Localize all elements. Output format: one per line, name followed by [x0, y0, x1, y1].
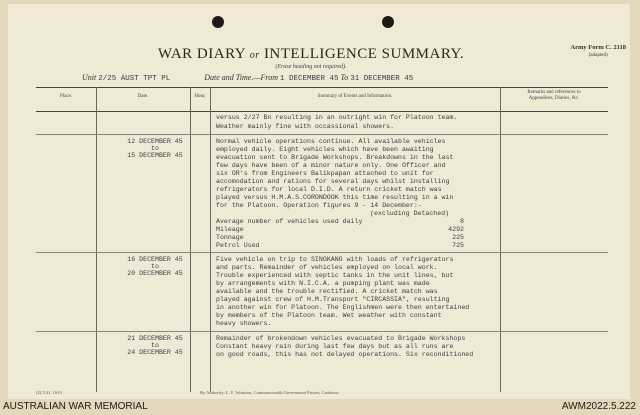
- entry-line: accomodation and rations for several days whilst installing: [216, 178, 450, 185]
- stat-label: Petrol Used: [216, 242, 260, 249]
- stat-label: Average number of vehicles used daily: [216, 218, 363, 225]
- punch-hole: [212, 16, 224, 28]
- from-date: 1 DECEMBER 45: [279, 75, 339, 83]
- unit-value: 2/25 AUST TPT PL: [98, 75, 171, 83]
- stat-label: Tonnage: [216, 234, 244, 241]
- stat-value: 4292: [448, 226, 464, 233]
- watermark-right: AWM2022.5.222: [561, 401, 636, 412]
- entry-line: on good roads, this has not delayed operations. Six reconditioned: [216, 351, 474, 358]
- entry-line: six OR's from Engineers Balikpapan attached to unit for: [216, 170, 434, 177]
- entry-line: and parts. Remainder of vehicles employed on local work.: [216, 264, 438, 271]
- entry-line: versus 2/27 Bn resulting in an outright win for Platoon team.: [216, 114, 458, 121]
- army-form-number: Army Form C. 2118 (adapted): [570, 44, 626, 58]
- entry-date-range: 12 DECEMBER 45 to 15 DECEMBER 45: [127, 138, 183, 159]
- entry-line: by arrangements with N.I.C.A. a pumping plant was made: [216, 280, 430, 287]
- entry-line: Five vehicle on trip to SINGKANG with loads of refrigerators: [216, 256, 454, 263]
- entry-line: by members of the Platoon team. Wet weather with constant: [216, 312, 442, 319]
- print-code: (2) 5/41. 1619.: [36, 390, 63, 395]
- stat-value: 225: [452, 234, 464, 241]
- header-hour: Hour.: [194, 94, 206, 99]
- entry-line: refrigerators for local D.I.D. A return cricket match was: [216, 186, 442, 193]
- stat-label: Mileage: [216, 226, 244, 233]
- entry-line: Constant heavy rain during last few days but as all runs are: [216, 343, 454, 350]
- entry-line: few days have been of a minor nature only. One Officer and: [216, 162, 446, 169]
- header-summary: Summary of Events and Information.: [317, 94, 393, 99]
- entry-line: employed daily. Eight vehicles which have been awaiting: [216, 146, 434, 153]
- stat-value: 725: [452, 242, 464, 249]
- entry-line: played against crew of H.M.Transport "CIRCASSIA", resulting: [216, 296, 450, 303]
- entry-line: Normal vehicle operations continue. All available vehicles: [216, 138, 446, 145]
- printer-credit: By Authority: L. F. Johnston, Commonwealth Government Printer, Canberra.: [200, 390, 340, 395]
- header-remarks: Remarks and references to Appendices, Diaries, &c.: [527, 90, 581, 101]
- entry-line: played versus H.M.A.S.CORONDOOK this time resulting in a win: [216, 194, 454, 201]
- stat-value: 8: [460, 218, 464, 225]
- entry-line: heavy showers.: [216, 320, 272, 327]
- unit-line: Unit 2/25 AUST TPT PL Date and Time.—From 1 DECEMBER 45 To 31 DECEMBER 45: [82, 73, 414, 83]
- watermark-left: AUSTRALIAN WAR MEMORIAL: [3, 401, 148, 412]
- entry-line: available and the trouble rectified. A cricket match was: [216, 288, 438, 295]
- entry-date-range: 21 DECEMBER 45 to 24 DECEMBER 45: [127, 335, 183, 356]
- entry-line: Trouble experienced with septic tanks in the unit lines, but: [216, 272, 454, 279]
- entry-line: Weather mainly fine with occassional showers.: [216, 123, 395, 130]
- header-date: Date.: [137, 94, 149, 99]
- erase-note: (Erase heading not required).: [275, 64, 347, 70]
- entry-line: evacuation sent to Brigade Workshops. Breakdowns in the last: [216, 154, 454, 161]
- punch-hole: [382, 16, 394, 28]
- header-place: Place.: [59, 94, 73, 99]
- entry-line: Remainder of brokendown vehicles evacuated to Brigade Workshops: [216, 335, 466, 342]
- entry-date-range: 16 DECEMBER 45 to 20 DECEMBER 45: [127, 256, 183, 277]
- excluding-note: (excluding Detached): [370, 210, 450, 217]
- to-date: 31 DECEMBER 45: [350, 75, 414, 83]
- entry-line: for the Platoon. Operation figures 9 - 14 December:-: [216, 202, 422, 209]
- page-title: WAR DIARY or INTELLIGENCE SUMMARY.: [157, 46, 465, 62]
- entry-line: in another win for Platoon. The Englishmen were then entertained: [216, 304, 470, 311]
